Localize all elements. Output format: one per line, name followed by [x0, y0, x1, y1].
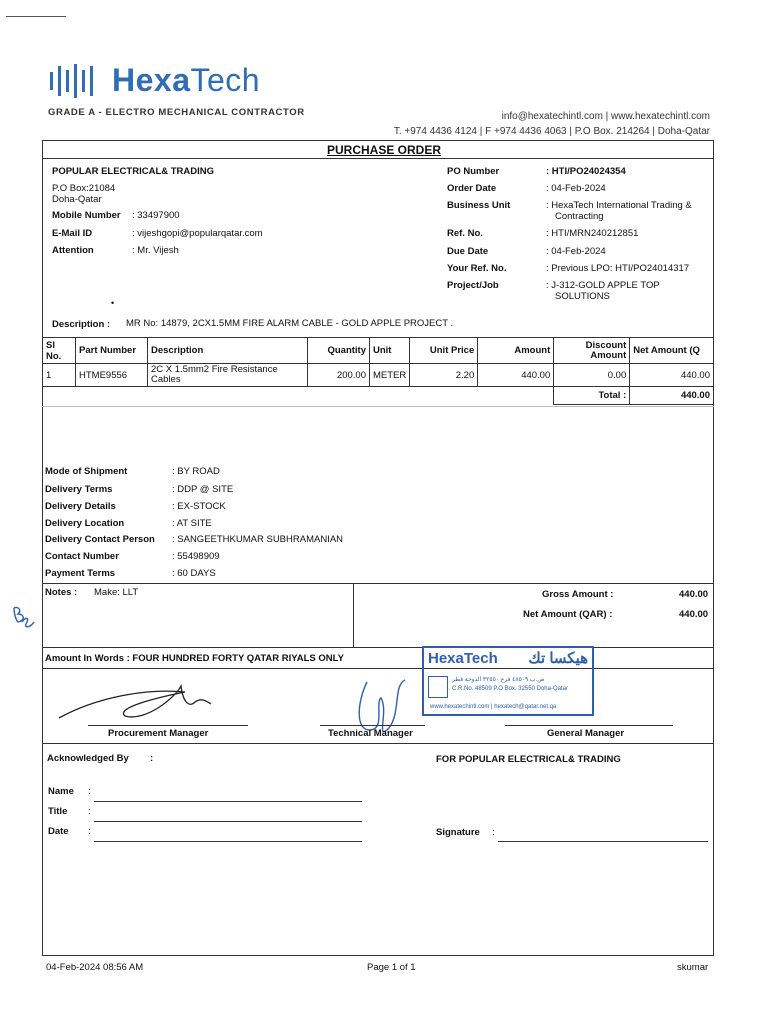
notes-label: Notes : — [45, 587, 78, 598]
email-value: : vijeshgopi@popularqatar.com — [132, 228, 263, 239]
gross-amount-value: 440.00 — [679, 589, 709, 600]
procurement-manager-label: Procurement Manager — [108, 728, 209, 739]
footer-user: skumar — [677, 962, 709, 973]
business-unit-label: Business Unit — [447, 200, 511, 211]
header-net-amount: Net Amount (Q — [630, 338, 714, 364]
title-divider — [42, 158, 714, 159]
company-tagline: GRADE A - ELECTRO MECHANICAL CONTRACTOR — [48, 107, 305, 118]
payment-terms-value: : 60 DAYS — [172, 568, 216, 579]
ref-no-label: Ref. No. — [447, 228, 483, 239]
document-title: PURCHASE ORDER — [326, 143, 441, 157]
supplier-name: POPULAR ELECTRICAL& TRADING — [52, 166, 215, 177]
total-value: 440.00 — [630, 387, 714, 405]
cell-part: HTME9556 — [76, 364, 148, 387]
header-unit: Unit — [370, 338, 410, 364]
email-label: E-Mail ID — [52, 228, 93, 239]
technical-sign-line — [320, 725, 425, 726]
name-label: Name — [48, 786, 74, 797]
business-unit-value: : HexaTech International Trading & — [546, 200, 692, 211]
cell-net: 440.00 — [630, 364, 714, 387]
project-job-value-2: SOLUTIONS — [555, 291, 610, 302]
your-ref-label: Your Ref. No. — [447, 263, 507, 274]
acknowledged-by-colon: : — [150, 753, 154, 764]
company-logo-text — [112, 62, 260, 99]
delivery-location-label: Delivery Location — [45, 518, 125, 529]
cell-sl: 1 — [43, 364, 76, 387]
table-row — [43, 364, 714, 387]
contact-number-label: Contact Number — [45, 551, 119, 562]
attention-label: Attention — [52, 245, 94, 256]
po-number-label: PO Number — [447, 166, 500, 177]
header-discount-amount-label: Amount — [590, 349, 627, 361]
shipment-mode-value: : BY ROAD — [172, 466, 220, 477]
delivery-terms-label: Delivery Terms — [45, 484, 113, 495]
header-unit-price: Unit Price — [410, 338, 478, 364]
procurement-signature — [55, 678, 255, 728]
table-header-row — [43, 338, 714, 364]
order-date-value: : 04-Feb-2024 — [546, 183, 606, 194]
date-field[interactable] — [94, 841, 362, 842]
footer-page: Page 1 of 1 — [367, 962, 416, 973]
ack-top-divider — [42, 743, 714, 744]
company-stamp — [422, 646, 594, 716]
contact-number-value: : 55498909 — [172, 551, 220, 562]
hexatech-logo-icon — [50, 64, 93, 98]
delivery-details-label: Delivery Details — [45, 501, 116, 512]
general-manager-label: General Manager — [547, 728, 625, 739]
stamp-arabic: هيكسا تك — [528, 650, 588, 667]
project-job-value: : J-312-GOLD APPLE TOP — [546, 280, 660, 291]
date-colon: : — [88, 826, 91, 837]
notes-vertical-divider — [353, 583, 354, 647]
stray-mark: • — [111, 298, 115, 308]
signature-colon: : — [492, 827, 495, 838]
company-name-part1: Hexa — [112, 62, 191, 98]
total-row — [43, 387, 714, 405]
your-ref-value: : Previous LPO: HTI/PO24014317 — [546, 263, 690, 274]
due-date-value: : 04-Feb-2024 — [546, 246, 606, 257]
supplier-address-1: P.O Box:21084 — [52, 183, 116, 194]
delivery-contact-value: : SANGEETHKUMAR SUBHRAMANIAN — [172, 534, 344, 545]
cell-unit-price: 2.20 — [410, 364, 478, 387]
general-sign-line — [505, 725, 673, 726]
business-unit-value-2: Contracting — [555, 211, 604, 222]
title-colon: : — [88, 806, 91, 817]
name-field[interactable] — [94, 801, 362, 802]
header-amount: Amount — [478, 338, 554, 364]
scan-mark-line — [6, 16, 66, 17]
total-label: Total : — [554, 387, 630, 405]
delivery-terms-value: : DDP @ SITE — [172, 484, 234, 495]
handwritten-initial-mark — [8, 604, 38, 634]
title-label: Title — [48, 806, 68, 817]
footer-timestamp: 04-Feb-2024 08:56 AM — [46, 962, 144, 973]
signature-label: Signature — [436, 827, 480, 838]
stamp-title: HexaTech — [428, 650, 498, 667]
company-name-part2: Tech — [190, 62, 261, 98]
amount-in-words: Amount In Words : FOUR HUNDRED FORTY QATAR RIYALS ONLY — [45, 653, 344, 664]
acknowledged-by-label: Acknowledged By — [47, 753, 129, 764]
date-label: Date — [48, 826, 69, 837]
cell-description — [148, 364, 308, 387]
stamp-line-2: C.R.No. 48509 P.O Box. 32550 Doha-Qatar — [452, 686, 568, 692]
stamp-line-3: www.hexatechintl.com | hexatech@qatar.net.qa — [430, 704, 557, 710]
cell-description-2: Cables — [151, 374, 181, 385]
cell-quantity: 200.00 — [308, 364, 370, 387]
net-amount-label: Net Amount (QAR) : — [523, 609, 613, 620]
header-discount-amount — [554, 338, 630, 364]
delivery-location-value: : AT SITE — [172, 518, 212, 529]
po-number-value: : HTI/PO24024354 — [546, 166, 626, 177]
attention-value: : Mr. Vijesh — [132, 245, 179, 256]
delivery-details-value: : EX-STOCK — [172, 501, 226, 512]
ref-no-value: : HTI/MRN240212851 — [546, 228, 639, 239]
header-sl: Sl No. — [43, 338, 76, 364]
stamp-line-1: ص.ب ٤٨٥٠٩ فرع ٣٢٥٥٠ الدوحة قطر — [452, 677, 545, 683]
project-job-label: Project/Job — [447, 280, 499, 291]
contact-line-phone: T. +974 4436 4124 | F +974 4436 4063 | P.O Box. 214264 | Doha-Qatar — [393, 126, 710, 137]
name-colon: : — [88, 786, 91, 797]
for-company-label: FOR POPULAR ELECTRICAL& TRADING — [436, 754, 621, 765]
procurement-sign-line — [88, 725, 248, 726]
net-amount-value: 440.00 — [679, 609, 709, 620]
items-table — [42, 337, 714, 405]
signature-field[interactable] — [498, 841, 708, 842]
due-date-label: Due Date — [447, 246, 489, 257]
title-field[interactable] — [94, 821, 362, 822]
contact-line-email: info@hexatechintl.com | www.hexatechintl.com — [501, 111, 710, 122]
header-part-number: Part Number — [76, 338, 148, 364]
cell-unit: METER — [370, 364, 410, 387]
delivery-contact-label: Delivery Contact Person — [45, 534, 155, 545]
table-bottom-divider — [42, 406, 714, 407]
gross-amount-label: Gross Amount : — [542, 589, 614, 600]
cell-discount: 0.00 — [554, 364, 630, 387]
stamp-logo-icon — [428, 676, 448, 698]
mobile-label: Mobile Number — [52, 210, 121, 221]
header-description: Description — [148, 338, 308, 364]
cell-amount: 440.00 — [478, 364, 554, 387]
technical-manager-label: Technical Manager — [328, 728, 413, 739]
payment-terms-label: Payment Terms — [45, 568, 116, 579]
words-bottom-divider — [42, 668, 714, 669]
cell-description-1: 2C X 1.5mm2 Fire Resistance — [151, 364, 278, 375]
description-value: MR No: 14879, 2CX1.5MM FIRE ALARM CABLE - GOLD APPLE PROJECT . — [126, 318, 454, 329]
notes-top-divider — [42, 583, 714, 584]
notes-value: Make: LLT — [94, 587, 139, 598]
shipment-mode-label: Mode of Shipment — [45, 466, 128, 477]
header-quantity: Quantity — [308, 338, 370, 364]
header-discount: Discount — [585, 339, 627, 351]
technical-signature — [345, 672, 415, 752]
description-label: Description : — [52, 319, 111, 330]
mobile-value: : 33497900 — [132, 210, 180, 221]
supplier-address-2: Doha-Qatar — [52, 194, 102, 205]
order-date-label: Order Date — [447, 183, 497, 194]
words-top-divider — [42, 647, 714, 648]
